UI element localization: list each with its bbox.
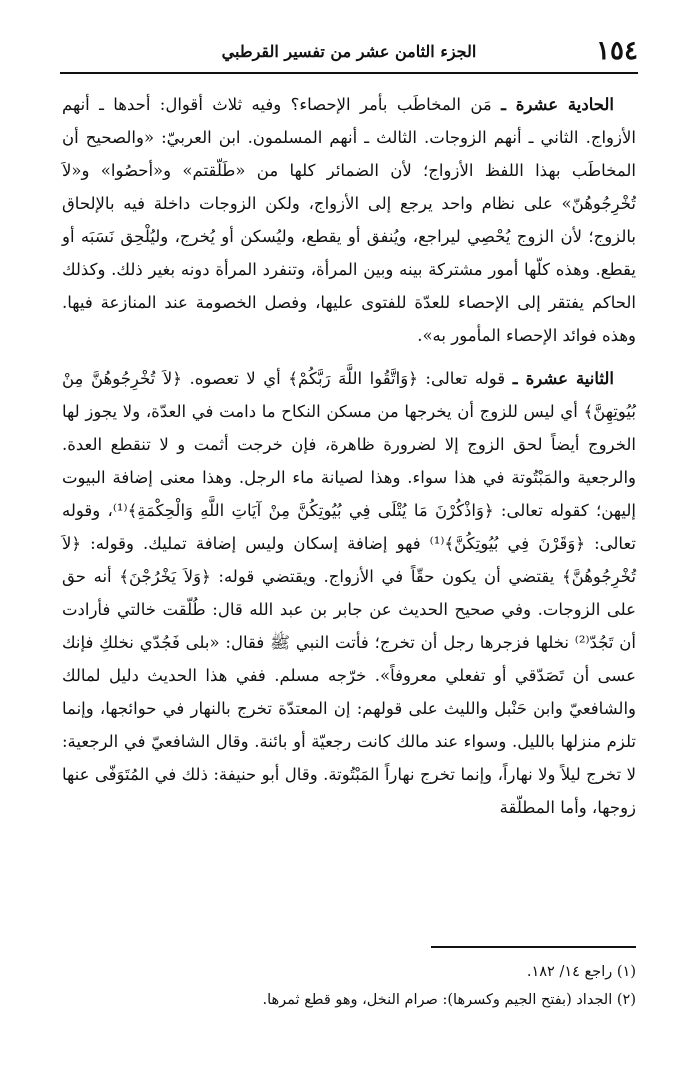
footnotes	[62, 958, 636, 1014]
footnote-1: (١) راجع ١٤/ ١٨٢.	[526, 964, 636, 980]
footnote-rule	[431, 946, 636, 948]
paragraph-text: مَن المخاطَب بأمر الإحصاء؟ وفيه ثلاث أقوال: أحدها ـ أنهم الأزواج. الثاني ـ أنهم الزوجات. الثالث ـ أنهم المسلمون. ابن العربيّ: «والصحيح أن المخاطَب بهذا اللفظ الأزواج؛ لأن الضمائر كلها من «طَلّقتم» و«أحصُوا» و«لاَ تُخْرِجُوهُنّ» على نظام واحد يرجع إلى الأزواج، ولكن الزوجات داخلة فيه بالإلحاق بالزوج؛ لأن الزوج يُحْصِي ليراجع، ويُنفق أو يقطع، وليُسكن أو يُخرج، وليُلْحِق نَسَبَه أو يقطع. وهذه كلّها أمور مشتركة بينه وبين المرأة، وتنفرد المرأة دونه بغير ذلك. وكذلك الحاكم يفتقر إلى الإحصاء للعدّة للفتوى عليها، وفصل الخصومة عند المنازعة فيها. وهذه فوائد الإحصاء المأمور به».	[62, 95, 636, 345]
running-title: الجزء الثامن عشر من تفسير القرطبي	[221, 42, 477, 61]
paragraph-heading: الثانية عشرة ـ	[512, 369, 614, 388]
paragraph-heading: الحادية عشرة ـ	[501, 95, 614, 114]
header-rule	[60, 72, 638, 74]
paragraph-eleventh	[62, 88, 636, 352]
body-text	[62, 88, 636, 834]
paragraph-text: قوله تعالى: ﴿وَاتَّقُوا اللَّهَ رَبَّكُمْ﴾ أي لا تعصوه. ﴿لاَ تُخْرِجُوهُنَّ مِنْ بُيُوتِهِنَّ﴾ أي ليس للزوج أن يخرجها من مسكن النكاح ما دامت في العدّة، ولا يجوز لها الخروج أيضاً لحق الزوج إلا لضرورة ظاهرة، فإن خرجت أثمت و لا تنقطع العدة. والرجعية والمَبْتُوتة في هذا سواء. وهذا لصيانة ماء الرجل. وهذا معنى إضافة البيوت إليهن؛ كقوله تعالى: ﴿وَاذْكُرْنَ مَا يُتْلَى فِي بُيُوتِكُنَّ مِنْ آيَاتِ اللَّهِ وَالْحِكْمَةِ﴾⁽¹⁾، وقوله تعالى: ﴿وَقَرْنَ فِي بُيُوتِكُنَّ﴾⁽¹⁾ فهو إضافة إسكان وليس إضافة تمليك. وقوله: ﴿لاَ تُخْرِجُوهُنَّ﴾ يقتضي أن يكون حقّاً في الأزواج. ويقتضي قوله: ﴿وَلاَ يَخْرُجْنَ﴾ أنه حق على الزوجات. وفي صحيح الحديث عن جابر بن عبد الله قال: طُلّقت خالتي فأرادت أن تَجُدّ⁽²⁾ نخلها فزجرها رجل أن تخرج؛ فأتت النبي ﷺ فقال: «بلى فَجُدّي نخلكِ فإنك عسى أن تَصَدّقي أو تفعلي معروفاً». خرّجه مسلم. ففي هذا الحديث دليل لمالك والشافعيّ وابن حَنْبل والليث على قولهم: إن المعتدّة تخرج بالنهار في حوائجها، وإنما تلزم منزلها بالليل. وسواء عند مالك كانت رجعيّة أو بائنة. وقال الشافعيّ في الرجعية: لا تخرج ليلاً ولا نهاراً، وإنما تخرج نهاراً المَبْتُوتة. وقال أبو حنيفة: ذلك في المُتَوَفّى عنها زوجها، وأما المطلّقة	[62, 369, 636, 817]
page-header	[60, 34, 638, 74]
page-number: ١٥٤	[596, 36, 638, 66]
paragraph-twelfth	[62, 362, 636, 824]
footnote-2: (٢) الجداد (بفتح الجيم وكسرها): صرام النخل، وهو قطع ثمرها.	[262, 992, 636, 1008]
